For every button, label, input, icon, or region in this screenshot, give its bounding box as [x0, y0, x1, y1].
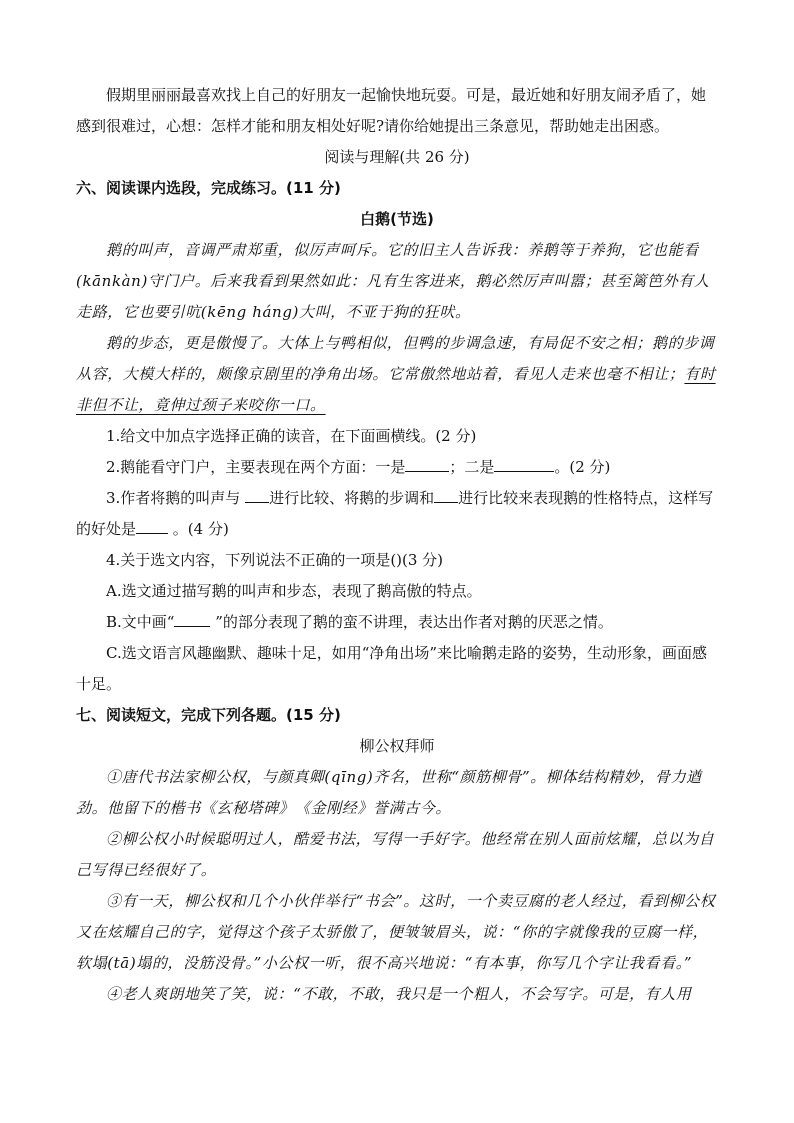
part6-question-4: 4.关于选文内容，下列说法不正确的一项是()(3 分): [106, 551, 444, 569]
q2-text-a: 2.鹅能看守门户，主要表现在两个方面：一是: [106, 458, 406, 476]
q3-blank-2[interactable]: [434, 486, 458, 503]
part6-para2-text: 鹅的步态，更是傲慢了。大体上与鸭相似，但鸭的步调急速，有局促不安之相；鹅的步调从容，大模大样的，颇像京剧里的净角出场。它常傲然地站着，看见人走来也毫不相让；: [76, 334, 715, 383]
part7-passage-title: 柳公权拜师: [359, 737, 435, 755]
option-c: C.选文语言风趣幽默、趣味十足，如用“净角出场”来比喻鹅走路的姿势，生动形象，画面感十足。: [76, 644, 708, 693]
intro-paragraph: [76, 80, 718, 142]
part6-passage-para-2: [76, 328, 718, 421]
option-b: [76, 607, 718, 638]
part6-passage-para-1: 鹅的叫声，音调严肃郑重，似厉声呵斥。它的旧主人告诉我：养鹅等于养狗，它也能看(kānkàn)守门户。后来我看到果然如此：凡有生客进来，鹅必然厉声叫嚣；甚至篱笆外有人走路，它也要引吭(kēng háng)大叫，不亚于狗的狂吠。: [76, 241, 710, 321]
option-b-text-b: ”的部分表现了鹅的蛮不讲理，表达出作者对鹅的厌恶之情。: [210, 613, 613, 631]
part7-para-4: ④老人爽朗地笑了笑，说：“不敢，不敢，我只是一个粗人，不会写字。可是，有人用: [106, 985, 692, 1003]
q2-text-b: ；二是: [449, 458, 495, 476]
intro-line-2: 她感到很难过，心想：怎样才能和朋友相处好呢?请你给她提出三条意见，帮助她走出困惑。: [76, 86, 707, 135]
part7-heading: 七、阅读短文，完成下列各题。(15 分): [76, 706, 341, 724]
part6-question-2: [76, 452, 718, 483]
part7-para-1: ①唐代书法家柳公权，与颜真卿(qīng)齐名，世称“颜筋柳骨”。柳体结构精妙，骨力遒劲。他留下的楷书《玄秘塔碑》 《金刚经》誉满古今。: [76, 768, 702, 817]
document-page: [76, 80, 718, 1010]
q2-blank-2[interactable]: [494, 455, 554, 472]
q2-text-c: 。(2 分): [554, 458, 611, 476]
part6-underlined-sentence: 有时非但不让，竟伸过颈子来咬你一口。: [76, 365, 716, 414]
q3-blank-1[interactable]: [245, 486, 269, 503]
part6-question-1: 1.给文中加点字选择正确的读音，在下面画横线。(2 分): [106, 427, 477, 445]
q3-text-d: 样写的好处是: [76, 489, 714, 538]
part6-passage-title: 白鹅(节选): [360, 210, 434, 228]
part7-para-2: ②柳公权小时候聪明过人，酷爱书法，写得一手好字。他经常在别人面前炫耀，总以为自己写得已经很好了。: [76, 830, 715, 879]
intro-line-1: 假期里丽丽最喜欢找上自己的好朋友一起愉快地玩耍。可是，最近她和好朋友闹矛盾了，: [106, 86, 692, 104]
part6-heading: 六、阅读课内选段，完成练习。(11 分): [76, 179, 341, 197]
q3-text-c: 进行比较来表现鹅的性格特点，这: [458, 489, 684, 507]
option-b-text-a: B.文中画“: [106, 613, 175, 631]
q3-text-e: 。(4 分): [168, 520, 229, 538]
part7-para-3: ③有一天，柳公权和几个小伙伴举行“书会”。这时，一个卖豆腐的老人经过，看到柳公权又在炫耀自己的字，觉得这个孩子太骄傲了，便皱皱眉头，说：“你的字就像我的豆腐一样，软塌(tā)塌的，没筋没骨。”小公权一听，很不高兴地说：“有本事，你写几个字让我看看。”: [76, 892, 716, 972]
q3-text-b: 进行比较、将鹅的步调和: [269, 489, 435, 507]
section-title: 阅读与理解(共 26 分): [324, 148, 470, 166]
q3-blank-3[interactable]: [136, 517, 168, 534]
q2-blank-1[interactable]: [405, 455, 449, 472]
option-b-blank: [174, 610, 210, 627]
option-a: A.选文通过描写鹅的叫声和步态，表现了鹅高傲的特点。: [106, 582, 482, 600]
q3-text-a: 3.作者将鹅的叫声与: [106, 489, 246, 507]
part6-question-3: [76, 483, 718, 545]
